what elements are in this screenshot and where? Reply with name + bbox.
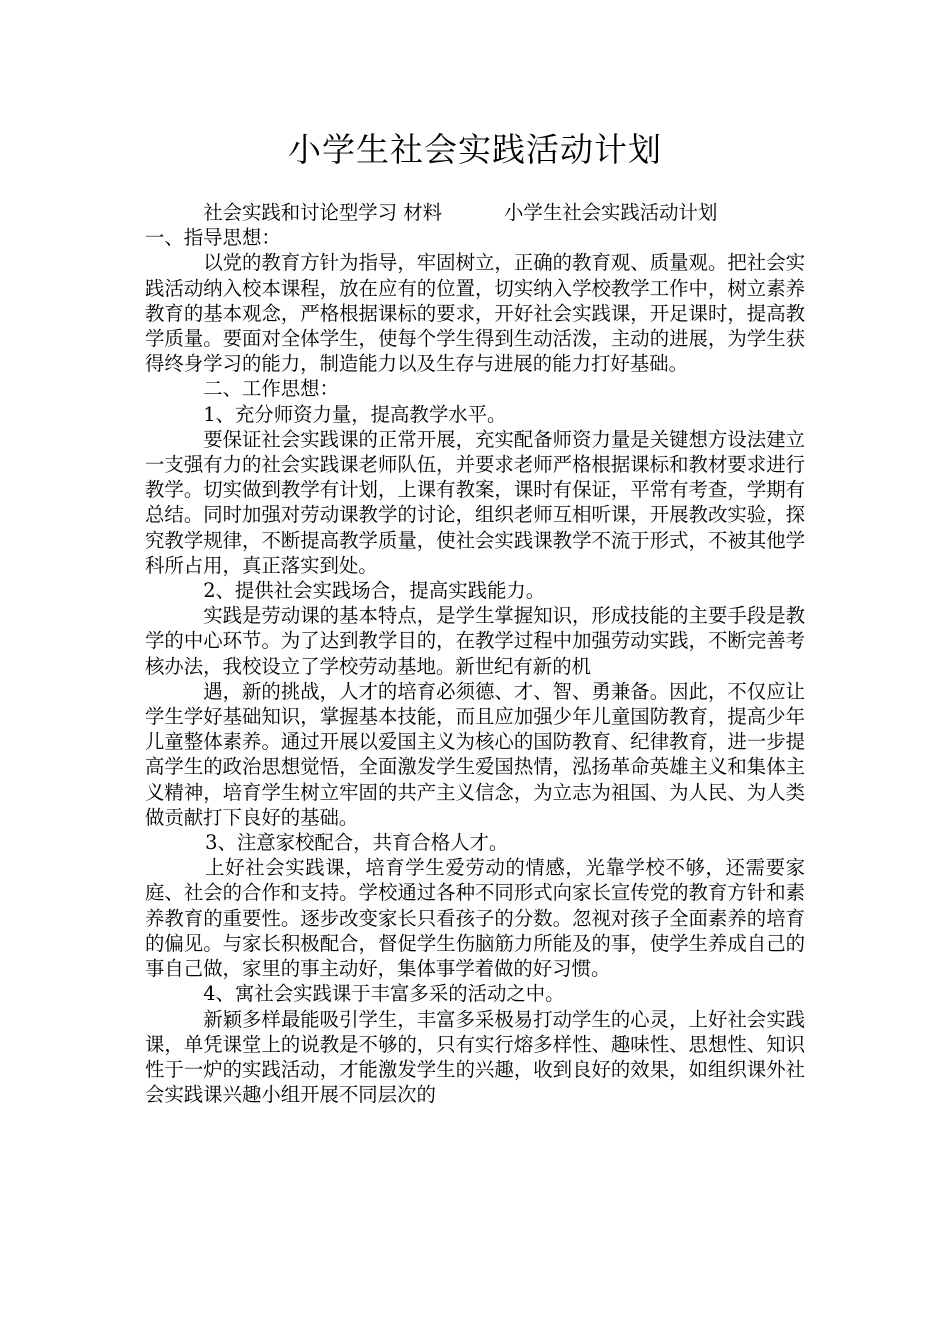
subhead-left: 社会实践和讨论型学习 材料 xyxy=(203,201,443,224)
paragraph: 二、工作思想： xyxy=(203,377,339,401)
paragraph: 实践是劳动课的基本特点，是学生掌握知识，形成技能的主要手段是教学的中心环节。为了达到教学目的，在教学过程中加强劳动实践，不断完善考核办法，我校设立了学校劳动基地。新世纪有新的机 xyxy=(145,604,805,678)
paragraph: 2、提供社会实践场合，提高实践能力。 xyxy=(203,579,546,603)
paragraph: 以党的教育方针为指导，牢固树立，正确的教育观、质量观。把社会实践活动纳入校本课程，放在应有的位置，切实纳入学校教学工作中，树立素养教育的基本观念，严格根据课标的要求，开好社会实践课，开足课时，提高教学质量。要面对全体学生，使每个学生得到生动活泼，主动的进展，为学生获得终身学习的能力，制造能力以及生存与进展的能力打好基础。 xyxy=(145,251,805,376)
paragraph: 一、指导思想： xyxy=(145,226,281,250)
document-body xyxy=(145,200,805,1107)
paragraph: 上好社会实践课，培育学生爱劳动的情感，光靠学校不够，还需要家庭、社会的合作和支持。学校通过各种不同形式向家长宣传党的教育方针和素养教育的重要性。逐步改变家长只看孩子的分数。忽视对孩子全面素养的培育的偏见。与家长积极配合，督促学生伤脑筋力所能及的事，使学生养成自己的事自己做，家里的事主动好，集体事学着做的好习惯。 xyxy=(145,856,805,981)
paragraph: 3、注意家校配合，共育合格人才。 xyxy=(205,831,509,855)
subhead-line xyxy=(145,200,805,225)
paragraph: 新颖多样最能吸引学生，丰富多采极易打动学生的心灵，上好社会实践课，单凭课堂上的说教是不够的，只有实行熔多样性、趣味性、思想性、知识性于一炉的实践活动，才能激发学生的兴趣，收到良好的效果，如组织课外社会实践课兴趣小组开展不同层次的 xyxy=(145,1007,805,1107)
paragraph: 1、充分师资力量，提高教学水平。 xyxy=(203,402,507,426)
paragraph-list xyxy=(145,225,805,1107)
page-title: 小学生社会实践活动计划 xyxy=(288,130,662,169)
subhead-right: 小学生社会实践活动计划 xyxy=(504,201,718,224)
paragraph: 4、寓社会实践课于丰富多采的活动之中。 xyxy=(203,982,565,1006)
paragraph: 遇，新的挑战，人才的培育必须德、才、智、勇兼备。因此，不仅应让学生学好基础知识，掌握基本技能，而且应加强少年儿童国防教育，提高少年儿童整体素养。通过开展以爱国主义为核心的国防教育、纪律教育，进一步提高学生的政治思想觉悟，全面激发学生爱国热情，泓扬革命英雄主义和集体主义精神，培育学生树立牢固的共产主义信念，为立志为祖国、为人民、为人类做贡献打下良好的基础。 xyxy=(145,679,805,829)
paragraph: 要保证社会实践课的正常开展，充实配备师资力量是关键想方设法建立一支强有力的社会实践课老师队伍，并要求老师严格根据课标和教材要求进行教学。切实做到教学有计划，上课有教案，课时有保证，平常有考查，学期有总结。同时加强对劳动课教学的讨论，组织老师互相听课，开展教改实验，探究教学规律，不断提高教学质量，使社会实践课教学不流于形式，不被其他学科所占用，真正落实到处。 xyxy=(145,427,805,577)
